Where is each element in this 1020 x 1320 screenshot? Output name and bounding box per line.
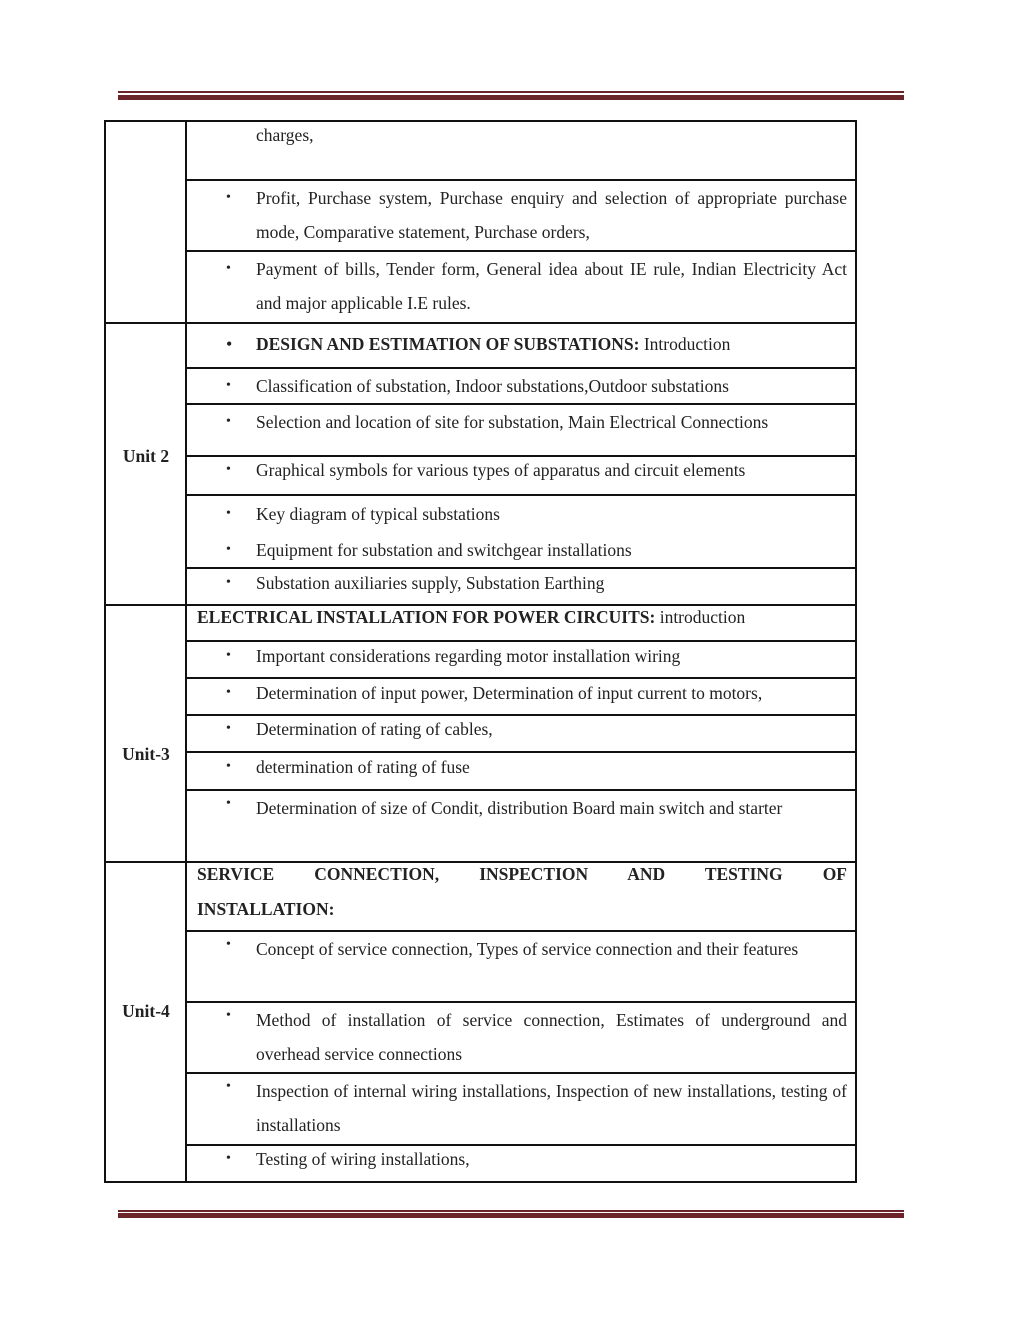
- list-item: [187, 716, 855, 742]
- item-text: Concept of service connection, Types of service connection and their features: [256, 939, 799, 959]
- item-text: Introduction: [639, 334, 731, 354]
- bullet-icon: •: [226, 190, 231, 205]
- list-item: [187, 932, 855, 966]
- table-row: [187, 405, 855, 457]
- table-row: [187, 1074, 855, 1146]
- bullet-icon: •: [226, 575, 231, 590]
- section-heading: DESIGN AND ESTIMATION OF SUBSTATIONS:: [256, 334, 640, 354]
- list-item: [187, 457, 855, 483]
- table-row: [187, 569, 855, 606]
- item-text: Graphical symbols for various types of apparatus and circuit elements: [256, 460, 746, 480]
- unit-separator: [104, 604, 186, 606]
- section-heading: SERVICE CONNECTION, INSPECTION AND TESTING OF: [197, 864, 847, 884]
- item-text: Profit, Purchase system, Purchase enquiry and selection of appropriate purchase mode, Comparative statement, Purchase orders,: [256, 188, 847, 242]
- list-item: [187, 405, 855, 439]
- bullet-icon: •: [226, 334, 233, 354]
- bullet-icon: •: [226, 506, 231, 521]
- list-item: [187, 679, 855, 707]
- table-right-border: [855, 120, 857, 1183]
- list-item: [187, 1146, 855, 1172]
- unit-label: Unit-4: [122, 1001, 170, 1021]
- item-text: charges,: [256, 125, 314, 145]
- table-row: [187, 716, 855, 753]
- item-text: Method of installation of service connection, Estimates of underground and overhead service connections: [256, 1010, 847, 1064]
- table-row: [187, 457, 855, 496]
- bullet-icon: •: [226, 648, 231, 663]
- item-text: introduction: [655, 607, 746, 627]
- table-row: [187, 642, 855, 679]
- list-item: [187, 642, 855, 670]
- footer-rule-thick: [118, 1213, 904, 1218]
- item-text: Testing of wiring installations,: [256, 1149, 470, 1169]
- bullet-icon: •: [226, 261, 231, 276]
- list-item: [187, 181, 855, 249]
- section-heading: ELECTRICAL INSTALLATION FOR POWER CIRCUITS:: [197, 607, 656, 627]
- table-row: [187, 791, 855, 863]
- item-text: Equipment for substation and switchgear installations: [256, 540, 632, 560]
- table-row: [187, 753, 855, 791]
- list-item: [187, 569, 855, 597]
- list-item: [187, 753, 855, 781]
- item-text: Inspection of internal wiring installations, Inspection of new installations, testing of installations: [256, 1081, 847, 1135]
- bullet-icon: •: [226, 1008, 231, 1023]
- table-row: [187, 122, 855, 181]
- header-rule-thin: [118, 91, 904, 93]
- table-row: [187, 324, 855, 369]
- bullet-icon: •: [226, 542, 231, 557]
- bullet-icon: •: [226, 414, 231, 429]
- bullet-icon: •: [226, 796, 231, 811]
- unit-separator: [104, 322, 186, 324]
- table-row: [187, 606, 855, 642]
- item-text: Determination of size of Condit, distribution Board main switch and starter: [256, 798, 783, 818]
- item-text: Determination of input power, Determination of input current to motors,: [256, 683, 763, 703]
- table-row: [187, 252, 855, 324]
- unit-separator: [104, 861, 186, 863]
- section-heading-row: [187, 606, 855, 628]
- item-text: Important considerations regarding motor installation wiring: [256, 646, 681, 666]
- list-item: [187, 532, 855, 568]
- item-text: Key diagram of typical substations: [256, 504, 500, 524]
- table-row: [187, 863, 855, 932]
- bullet-icon: •: [226, 937, 231, 952]
- item-text: Substation auxiliaries supply, Substation Earthing: [256, 573, 605, 593]
- item-text: Selection and location of site for substation, Main Electrical Connections: [256, 412, 769, 432]
- item-text: Payment of bills, Tender form, General idea about IE rule, Indian Electricity Act and major applicable I.E rules.: [256, 259, 847, 313]
- item-text: Classification of substation, Indoor substations,Outdoor substations: [256, 376, 729, 396]
- list-item: [187, 791, 855, 825]
- item-text: determination of rating of fuse: [256, 757, 470, 777]
- unit-label: Unit-3: [122, 744, 170, 764]
- bullet-icon: •: [226, 685, 231, 700]
- table-row: [187, 181, 855, 252]
- list-item: [187, 324, 855, 364]
- bullet-icon: •: [226, 1079, 231, 1094]
- bullet-icon: •: [226, 1151, 231, 1166]
- table-row: [187, 496, 855, 569]
- table-row: [187, 369, 855, 405]
- list-item: [187, 1003, 855, 1071]
- bullet-icon: •: [226, 721, 231, 736]
- table-row: [187, 1003, 855, 1074]
- bullet-icon: •: [226, 759, 231, 774]
- table-row: [187, 932, 855, 1003]
- table-row: [187, 679, 855, 716]
- table-row: [187, 1146, 855, 1182]
- item-text: Determination of rating of cables,: [256, 719, 493, 739]
- bullet-icon: •: [226, 378, 231, 393]
- list-item: [187, 369, 855, 403]
- bullet-icon: •: [226, 462, 231, 477]
- section-heading: INSTALLATION:: [197, 899, 335, 919]
- list-item: [187, 496, 855, 532]
- list-item: [187, 252, 855, 320]
- unit-label: Unit 2: [122, 446, 170, 466]
- list-item: [187, 1074, 855, 1142]
- footer-rule-thin: [118, 1210, 904, 1212]
- header-rule-thick: [118, 95, 904, 100]
